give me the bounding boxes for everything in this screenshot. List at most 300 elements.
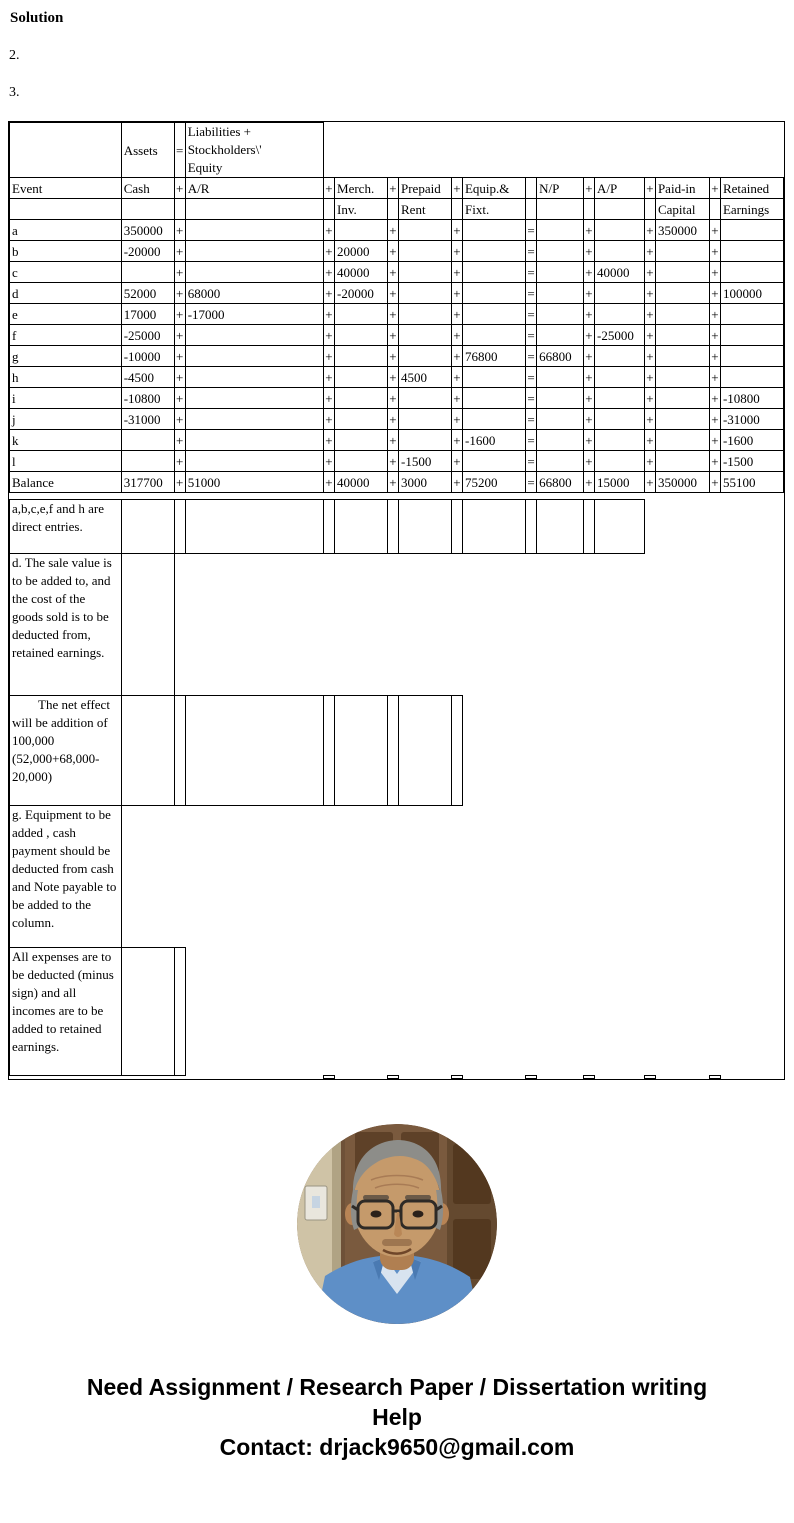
table-cell: + [387, 472, 398, 493]
table-cell: Event [10, 178, 122, 199]
table-row-g [10, 346, 784, 367]
table-cell [583, 1076, 594, 1079]
table-cell [335, 220, 388, 241]
table-cell [537, 409, 584, 430]
table-cell: + [644, 472, 655, 493]
table-cell: = [525, 451, 536, 472]
table-cell: + [323, 346, 334, 367]
table-cell: + [174, 409, 185, 430]
table-cell [185, 325, 323, 346]
table-cell: -17000 [185, 304, 323, 325]
table-cell: + [323, 178, 334, 199]
table-cell: 350000 [655, 472, 709, 493]
table-cell: + [323, 283, 334, 304]
table-cell [399, 388, 452, 409]
table-cell: = [525, 472, 536, 493]
table-cell: + [583, 220, 594, 241]
table-cell [525, 178, 536, 199]
table-cell [537, 241, 584, 262]
table-cell: + [583, 430, 594, 451]
table-cell [121, 451, 174, 472]
table-cell [335, 696, 388, 806]
table-cell [121, 696, 174, 806]
page-title: Solution [10, 10, 64, 26]
table-cell: = [525, 367, 536, 388]
table-cell: + [174, 388, 185, 409]
table-cell [335, 325, 388, 346]
table-cell: + [387, 409, 398, 430]
table-cell [323, 696, 334, 806]
table-cell [185, 451, 323, 472]
table-cell: The net effect will be addition of 100,000 (52,000+68,000-20,000) [10, 696, 122, 806]
table-cell [537, 262, 584, 283]
table-cell [537, 1076, 584, 1079]
table-cell: + [583, 367, 594, 388]
table-cell: k [10, 430, 122, 451]
table-cell: 20000 [335, 241, 388, 262]
table-cell [121, 430, 174, 451]
table-cell [709, 199, 720, 220]
table-cell: + [709, 472, 720, 493]
table-cell: + [387, 367, 398, 388]
table-cell: + [323, 367, 334, 388]
table-cell: + [583, 388, 594, 409]
table-cell: h [10, 367, 122, 388]
table-cell: + [583, 346, 594, 367]
table-cell [595, 409, 645, 430]
table-cell [655, 262, 709, 283]
table-cell [185, 696, 323, 806]
table-cell [10, 1076, 324, 1079]
table-cell: -1500 [399, 451, 452, 472]
table-cell [644, 199, 655, 220]
table-cell [185, 241, 323, 262]
table-cell: + [387, 241, 398, 262]
table-cell: + [387, 325, 398, 346]
table-cell [462, 500, 525, 554]
table-cell: + [174, 262, 185, 283]
table-cell [335, 451, 388, 472]
table-cell [121, 199, 174, 220]
header-row-3 [10, 199, 784, 220]
table-cell: Assets [121, 123, 174, 178]
table-cell: + [644, 409, 655, 430]
table-cell: = [174, 123, 185, 178]
table-cell [537, 199, 584, 220]
table-cell [655, 325, 709, 346]
table-cell: 3000 [399, 472, 452, 493]
table-cell [185, 388, 323, 409]
table-cell [595, 241, 645, 262]
table-cell: + [323, 430, 334, 451]
table-cell [595, 199, 645, 220]
table-cell [595, 367, 645, 388]
table-cell: b [10, 241, 122, 262]
table-cell [451, 1076, 462, 1079]
table-cell [10, 123, 122, 178]
table-cell: + [644, 241, 655, 262]
table-cell: Inv. [335, 199, 388, 220]
accounting-table [9, 122, 784, 1079]
eyebrow-right [405, 1195, 431, 1200]
table-cell [720, 241, 783, 262]
table-cell: a,b,c,e,f and h are direct entries. [10, 500, 122, 554]
table-cell: = [525, 346, 536, 367]
table-cell: + [387, 304, 398, 325]
table-cell: + [709, 367, 720, 388]
table-cell [399, 283, 452, 304]
table-cell [323, 500, 334, 554]
table-cell [399, 325, 452, 346]
table-cell [185, 367, 323, 388]
table-cell: + [387, 430, 398, 451]
table-cell [10, 493, 784, 500]
table-cell [720, 262, 783, 283]
table-cell [185, 199, 323, 220]
table-cell: = [525, 220, 536, 241]
header-row-2 [10, 178, 784, 199]
table-cell [121, 500, 174, 554]
table-cell: Liabilities + Stockholders\' Equity [185, 123, 323, 178]
table-cell [185, 346, 323, 367]
table-cell: + [174, 304, 185, 325]
table-cell: + [174, 220, 185, 241]
table-cell [595, 304, 645, 325]
table-cell [462, 451, 525, 472]
note-row-4 [10, 806, 784, 948]
table-cell: + [387, 262, 398, 283]
table-cell: -25000 [121, 325, 174, 346]
table-cell: + [709, 178, 720, 199]
table-cell: 75200 [462, 472, 525, 493]
table-cell: 51000 [185, 472, 323, 493]
table-cell: All expenses are to be deducted (minus sign) and all incomes are to be added to retained earnings. [10, 948, 122, 1076]
table-cell [537, 500, 584, 554]
header-row-equation [10, 123, 784, 178]
table-cell [10, 199, 122, 220]
table-cell: + [174, 367, 185, 388]
table-cell: l [10, 451, 122, 472]
table-cell [537, 325, 584, 346]
table-cell: + [451, 472, 462, 493]
table-cell: 317700 [121, 472, 174, 493]
table-cell [595, 388, 645, 409]
table-cell [720, 304, 783, 325]
table-cell: -4500 [121, 367, 174, 388]
table-cell: 52000 [121, 283, 174, 304]
table-cell [537, 430, 584, 451]
table-cell: + [709, 430, 720, 451]
table-cell: + [451, 220, 462, 241]
table-cell: + [644, 262, 655, 283]
table-cell: + [583, 325, 594, 346]
table-cell: + [387, 346, 398, 367]
table-cell: + [451, 283, 462, 304]
table-cell: + [174, 430, 185, 451]
table-cell [323, 1076, 334, 1079]
table-cell: + [387, 283, 398, 304]
table-cell: + [174, 178, 185, 199]
table-cell [462, 367, 525, 388]
table-cell: + [709, 283, 720, 304]
table-cell [462, 262, 525, 283]
table-cell: 55100 [720, 472, 783, 493]
table-cell: + [451, 262, 462, 283]
table-cell [451, 696, 462, 806]
table-cell [525, 500, 536, 554]
table-cell: + [709, 325, 720, 346]
table-cell: + [323, 304, 334, 325]
portrait-photo [297, 1124, 497, 1324]
table-cell: + [644, 220, 655, 241]
table-cell: 40000 [335, 262, 388, 283]
table-cell [185, 409, 323, 430]
table-cell [185, 262, 323, 283]
table-cell: = [525, 388, 536, 409]
table-cell [720, 346, 783, 367]
table-cell [537, 367, 584, 388]
table-cell: 76800 [462, 346, 525, 367]
table-cell [185, 500, 323, 554]
man-portrait-image [297, 1124, 497, 1324]
table-cell: Rent [399, 199, 452, 220]
table-cell [655, 409, 709, 430]
table-cell: = [525, 325, 536, 346]
table-cell [335, 388, 388, 409]
table-cell: + [644, 283, 655, 304]
table-cell: + [644, 367, 655, 388]
table-cell: + [644, 430, 655, 451]
table-cell: + [323, 325, 334, 346]
table-cell [644, 1076, 655, 1079]
table-cell: + [451, 325, 462, 346]
table-row-Balance [10, 472, 784, 493]
table-cell: + [451, 451, 462, 472]
table-cell [335, 367, 388, 388]
table-cell: + [644, 451, 655, 472]
table-cell [387, 696, 398, 806]
table-cell [655, 346, 709, 367]
table-cell: + [451, 388, 462, 409]
table-cell [174, 948, 185, 1076]
table-row-i [10, 388, 784, 409]
table-cell [595, 500, 645, 554]
ticks-row [10, 1076, 784, 1079]
table-cell: -31000 [720, 409, 783, 430]
table-cell [595, 346, 645, 367]
table-cell [335, 409, 388, 430]
table-cell [655, 283, 709, 304]
table-cell: + [323, 409, 334, 430]
table-cell [595, 430, 645, 451]
table-row-j [10, 409, 784, 430]
table-cell [399, 430, 452, 451]
note-row-2 [10, 554, 784, 696]
table-cell [335, 430, 388, 451]
table-cell [387, 199, 398, 220]
table-cell: + [323, 451, 334, 472]
table-cell: + [387, 178, 398, 199]
footer-help-text: Need Assignment / Research Paper / Dissertation writing Help [86, 1374, 708, 1430]
table-cell [595, 220, 645, 241]
spacer-row [10, 493, 784, 500]
table-cell: + [451, 346, 462, 367]
mustache [382, 1239, 412, 1246]
table-cell [595, 1076, 645, 1079]
table-cell: 350000 [121, 220, 174, 241]
table-cell: -1500 [720, 451, 783, 472]
note-row-3 [10, 696, 784, 806]
table-row-c [10, 262, 784, 283]
table-cell: + [174, 346, 185, 367]
table-cell: + [583, 283, 594, 304]
table-row-l [10, 451, 784, 472]
table-cell: + [174, 451, 185, 472]
table-cell: + [709, 409, 720, 430]
table-cell: = [525, 409, 536, 430]
table-cell [525, 1076, 536, 1079]
table-cell [399, 262, 452, 283]
table-cell [595, 283, 645, 304]
table-cell [387, 1076, 398, 1079]
table-cell: + [583, 262, 594, 283]
list-item-2: 2. [9, 48, 20, 63]
table-cell [399, 346, 452, 367]
table-cell: + [709, 388, 720, 409]
table-cell: + [451, 367, 462, 388]
table-cell [462, 1076, 525, 1079]
table-row-f [10, 325, 784, 346]
footer-contact-email: Contact: drjack9650@gmail.com [219, 1434, 575, 1460]
table-cell [335, 304, 388, 325]
table-cell: + [644, 304, 655, 325]
table-cell [655, 451, 709, 472]
table-cell: + [644, 325, 655, 346]
table-cell [323, 199, 334, 220]
table-cell: -20000 [121, 241, 174, 262]
table-cell: Prepaid [399, 178, 452, 199]
table-cell: + [323, 262, 334, 283]
table-cell [537, 220, 584, 241]
table-row-h [10, 367, 784, 388]
eye-left [371, 1211, 382, 1218]
table-cell: + [387, 220, 398, 241]
table-cell [399, 1076, 452, 1079]
table-cell: j [10, 409, 122, 430]
table-cell: + [323, 388, 334, 409]
table-cell: Cash [121, 178, 174, 199]
table-row-d [10, 283, 784, 304]
table-cell: = [525, 430, 536, 451]
table-cell [335, 346, 388, 367]
table-cell [399, 220, 452, 241]
table-cell: Equip.& [462, 178, 525, 199]
table-cell [462, 304, 525, 325]
table-cell [174, 199, 185, 220]
table-cell: 66800 [537, 472, 584, 493]
table-row-e [10, 304, 784, 325]
table-cell [387, 500, 398, 554]
table-cell [720, 220, 783, 241]
table-cell: + [451, 304, 462, 325]
table-cell: + [323, 241, 334, 262]
eye-right [413, 1211, 424, 1218]
note-row-1 [10, 500, 784, 554]
table-row-k [10, 430, 784, 451]
table-cell: + [174, 283, 185, 304]
table-cell [451, 199, 462, 220]
table-cell: + [644, 388, 655, 409]
table-cell [655, 430, 709, 451]
table-cell [121, 948, 174, 1076]
table-cell: -10000 [121, 346, 174, 367]
table-cell [399, 696, 452, 806]
table-cell: d. The sale value is to be added to, and the cost of the goods sold is to be deducted from, retained earnings. [10, 554, 122, 696]
table-cell: 15000 [595, 472, 645, 493]
table-cell [583, 500, 594, 554]
table-cell: + [644, 346, 655, 367]
table-cell [655, 388, 709, 409]
table-cell: N/P [537, 178, 584, 199]
table-cell: + [709, 241, 720, 262]
table-cell [720, 325, 783, 346]
table-cell: e [10, 304, 122, 325]
table-cell: Capital [655, 199, 709, 220]
table-cell: + [583, 178, 594, 199]
table-cell [462, 241, 525, 262]
table-cell [462, 283, 525, 304]
table-cell [537, 451, 584, 472]
table-cell [525, 199, 536, 220]
table-cell: i [10, 388, 122, 409]
table-cell [174, 696, 185, 806]
table-cell: Earnings [720, 199, 783, 220]
table-cell: + [709, 304, 720, 325]
table-cell: + [644, 178, 655, 199]
table-cell: + [387, 451, 398, 472]
table-cell [121, 554, 174, 696]
table-cell: A/P [595, 178, 645, 199]
table-cell: + [709, 346, 720, 367]
table-cell [709, 1076, 720, 1079]
table-cell: -1600 [462, 430, 525, 451]
table-cell: + [387, 388, 398, 409]
table-cell: + [174, 241, 185, 262]
table-cell [462, 409, 525, 430]
table-cell [720, 367, 783, 388]
table-cell: Balance [10, 472, 122, 493]
table-cell [655, 304, 709, 325]
table-cell [655, 1076, 709, 1079]
table-cell: 68000 [185, 283, 323, 304]
table-cell: + [451, 178, 462, 199]
table-cell: + [583, 472, 594, 493]
table-cell: = [525, 283, 536, 304]
table-cell [185, 430, 323, 451]
table-cell: + [174, 472, 185, 493]
table-cell: + [583, 409, 594, 430]
table-cell: 40000 [335, 472, 388, 493]
list-item-3: 3. [9, 85, 20, 100]
table-cell [174, 500, 185, 554]
table-cell: + [174, 325, 185, 346]
table-cell: + [451, 430, 462, 451]
table-cell: -20000 [335, 283, 388, 304]
table-cell: + [583, 451, 594, 472]
table-cell: + [451, 241, 462, 262]
table-cell [537, 304, 584, 325]
table-cell: + [583, 241, 594, 262]
